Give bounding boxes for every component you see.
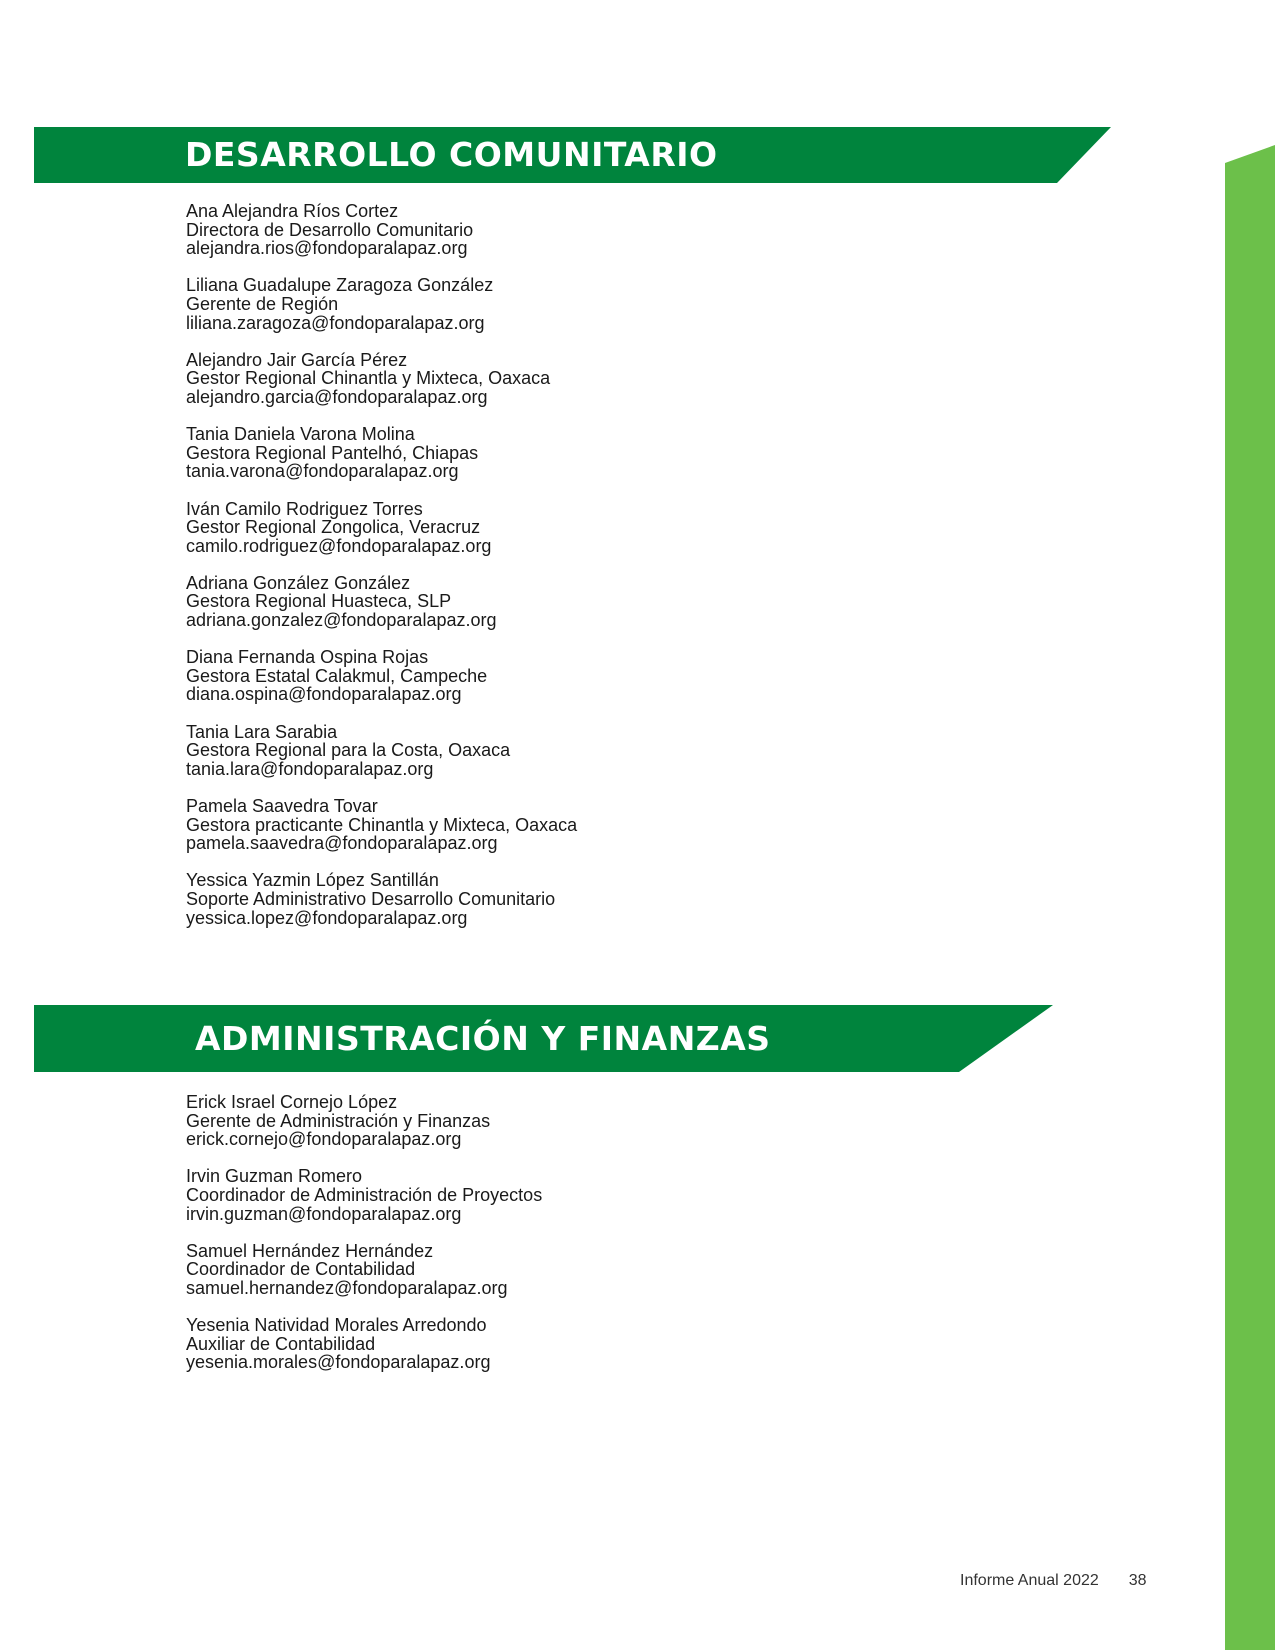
contact-email[interactable]: adriana.gonzalez@fondoparalapaz.org <box>186 610 497 631</box>
section-banner-administracion <box>34 1005 1054 1072</box>
contact-entry <box>186 425 986 481</box>
contact-email[interactable]: tania.varona@fondoparalapaz.org <box>186 461 459 482</box>
contact-role: Gestor Regional Zongolica, Veracruz <box>186 517 481 538</box>
contact-email[interactable]: erick.cornejo@fondoparalapaz.org <box>186 1129 462 1150</box>
report-title: Informe Anual 2022 <box>960 1572 1099 1589</box>
contact-role: Coordinador de Administración de Proyectos <box>186 1184 543 1205</box>
contact-entry <box>186 1316 986 1372</box>
contact-name: Liliana Guadalupe Zaragoza González <box>186 275 494 296</box>
contact-list-administracion <box>186 1093 986 1391</box>
contact-role: Gerente de Administración y Finanzas <box>186 1110 491 1131</box>
contact-role: Soporte Administrativo Desarrollo Comunitario <box>186 888 556 909</box>
contact-entry <box>186 648 986 704</box>
contact-role: Auxiliar de Contabilidad <box>186 1333 376 1354</box>
contact-entry <box>186 797 986 853</box>
contact-role: Coordinador de Contabilidad <box>186 1259 416 1280</box>
contact-name: Iván Camilo Rodriguez Torres <box>186 498 423 519</box>
contact-entry <box>186 1167 986 1223</box>
contact-email[interactable]: pamela.saavedra@fondoparalapaz.org <box>186 833 498 854</box>
contact-role: Gestora Regional para la Costa, Oaxaca <box>186 740 511 761</box>
contact-name: Yesenia Natividad Morales Arredondo <box>186 1315 487 1336</box>
contact-entry <box>186 871 986 927</box>
contact-email[interactable]: yessica.lopez@fondoparalapaz.org <box>186 907 468 928</box>
contact-name: Samuel Hernández Hernández <box>186 1240 434 1261</box>
contact-role: Gestora Regional Huasteca, SLP <box>186 591 452 612</box>
contact-role: Gestora Estatal Calakmul, Campeche <box>186 665 488 686</box>
contact-entry <box>186 723 986 779</box>
page-number: 38 <box>1128 1572 1147 1589</box>
contact-role: Directora de Desarrollo Comunitario <box>186 219 474 240</box>
section-title: DESARROLLO COMUNITARIO <box>185 135 718 174</box>
contact-entry <box>186 500 986 556</box>
contact-email[interactable]: alejandro.garcia@fondoparalapaz.org <box>186 386 488 407</box>
contact-role: Gestora Regional Pantelhó, Chiapas <box>186 442 479 463</box>
contact-email[interactable]: irvin.guzman@fondoparalapaz.org <box>186 1203 462 1224</box>
section-banner-desarrollo <box>34 127 1114 183</box>
contact-role: Gerente de Región <box>186 293 339 314</box>
contact-entry <box>186 574 986 630</box>
contact-email[interactable]: yesenia.morales@fondoparalapaz.org <box>186 1352 491 1373</box>
page-footer <box>960 1572 1147 1590</box>
contact-entry <box>186 351 986 407</box>
contact-email[interactable]: samuel.hernandez@fondoparalapaz.org <box>186 1277 508 1298</box>
side-decorative-bar <box>1225 0 1275 1650</box>
contact-name: Irvin Guzman Romero <box>186 1166 363 1187</box>
contact-name: Ana Alejandra Ríos Cortez <box>186 201 399 221</box>
contact-email[interactable]: diana.ospina@fondoparalapaz.org <box>186 684 462 705</box>
contact-role: Gestor Regional Chinantla y Mixteca, Oaxaca <box>186 368 551 389</box>
contact-email[interactable]: alejandra.rios@fondoparalapaz.org <box>186 238 468 259</box>
contact-name: Alejandro Jair García Pérez <box>186 349 408 370</box>
contact-email[interactable]: tania.lara@fondoparalapaz.org <box>186 758 434 779</box>
contact-name: Tania Daniela Varona Molina <box>186 424 415 445</box>
contact-name: Adriana González González <box>186 572 411 593</box>
contact-name: Tania Lara Sarabia <box>186 721 338 742</box>
contact-name: Yessica Yazmin López Santillán <box>186 870 439 891</box>
contact-name: Pamela Saavedra Tovar <box>186 796 378 816</box>
contact-entry <box>186 1242 986 1298</box>
contact-entry <box>186 1093 986 1149</box>
contact-email[interactable]: liliana.zaragoza@fondoparalapaz.org <box>186 312 485 333</box>
contact-name: Erick Israel Cornejo López <box>186 1092 398 1112</box>
contact-entry <box>186 276 986 332</box>
contact-entry <box>186 202 986 258</box>
section-title: ADMINISTRACIÓN Y FINANZAS <box>195 1019 771 1058</box>
contact-email[interactable]: camilo.rodriguez@fondoparalapaz.org <box>186 535 492 556</box>
contact-name: Diana Fernanda Ospina Rojas <box>186 647 429 668</box>
contact-role: Gestora practicante Chinantla y Mixteca, Oaxaca <box>186 814 578 835</box>
contact-list-desarrollo <box>186 202 986 946</box>
